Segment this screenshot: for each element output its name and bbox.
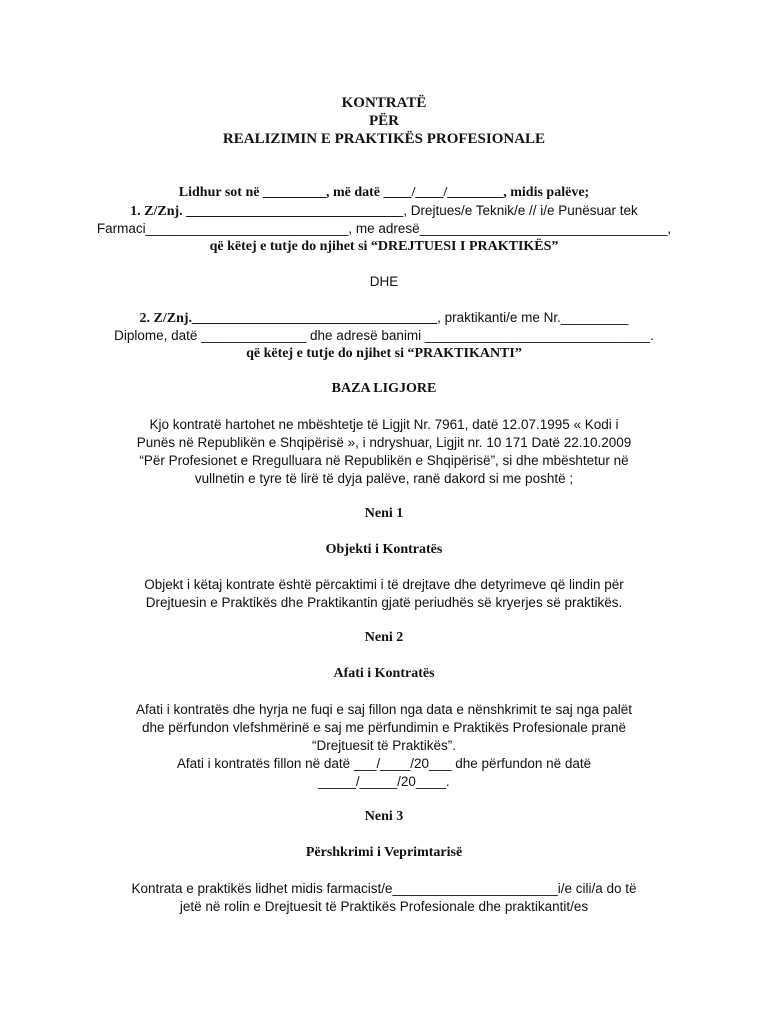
article-2-title: Afati i Kontratës [333, 666, 435, 681]
title-line-3: REALIZIMIN E PRAKTIKËS PROFESIONALE [222, 131, 546, 147]
article-2-number: Neni 2 [364, 630, 404, 645]
article-2-line: “Drejtuesit të Praktikës”. [311, 738, 457, 753]
party-2-designation: që këtej e tutje do njihet si “PRAKTIKANTI” [246, 346, 522, 361]
party-1-line [0, 202, 768, 221]
legal-basis-heading: BAZA LIGJORE [331, 381, 437, 396]
article-1-line: Drejtuesin e Praktikës dhe Praktikantin gjatë periudhës së kryerjes së praktikës. [145, 595, 623, 610]
article-2-line: _____/_____/20____. [318, 774, 450, 789]
party-2-line [0, 309, 768, 328]
title-line-1: KONTRATË [341, 95, 427, 111]
title-line-2: PËR [369, 113, 399, 129]
party-1-designation: që këtej e tutje do njihet si “DREJTUESI I PRAKTIKËS” [209, 239, 559, 254]
legal-basis-line: Punës në Republikën e Shqipërisë », i ndryshuar, Ligjit nr. 10 171 Datë 22.10.2009 [136, 435, 632, 450]
party-2-role-text: , praktikanti/e me Nr._________ [437, 310, 629, 325]
article-3-title: Përshkrimi i Veprimtarisë [305, 845, 463, 860]
party-1-label: 1. Z/Znj. _______________________________ [130, 204, 404, 219]
article-2-line: Afati i kontratës fillon në datë ___/____/20___ dhe përfundon në datë [176, 756, 592, 771]
legal-basis-line: “Për Profesionet e Rregulluara në Republikën e Shqipërisë”, si dhe mbështetur në [139, 453, 629, 468]
article-1-title: Objekti i Kontratës [325, 542, 443, 557]
signing-intro: Lidhur sot në _________, më datë ____/____/________, midis palëve; [178, 185, 590, 200]
article-3-line: Kontrata e praktikës lidhet midis farmacist/e______________________i/e cili/a do të [131, 881, 637, 896]
article-3-number: Neni 3 [364, 809, 404, 824]
legal-basis-line: vullnetin e tyre të lirë të dyja palëve, ranë dakord si me poshtë ; [194, 471, 574, 486]
party-1-role-text: , Drejtues/e Teknik/e // i/e Punësuar tek [403, 203, 638, 218]
legal-basis-line: Kjo kontratë hartohet ne mbështetje të Ligjit Nr. 7961, datë 12.07.1995 « Kodi i [149, 417, 619, 432]
article-2-line: dhe përfundon vlefshmërinë e saj me përfundimin e Praktikës Profesionale pranë [141, 720, 627, 735]
article-1-line: Objekt i këtaj kontrate është përcaktimi i të drejtave dhe detyrimeve që lindin për [144, 577, 624, 592]
party-2-label: 2. Z/Znj.___________________________________ [139, 311, 438, 326]
article-1-number: Neni 1 [364, 506, 404, 521]
party-1-pharmacy-line: Farmaci___________________________, me adresë_________________________________, [96, 221, 672, 236]
article-3-line: jetë në rolin e Drejtuesit të Praktikës Profesionale dhe praktikantit/es [179, 899, 589, 914]
and-separator: DHE [369, 274, 399, 289]
article-2-line: Afati i kontratës dhe hyrja ne fuqi e saj fillon nga data e nënshkrimit te saj nga palët [135, 702, 633, 717]
party-2-diploma-line: Diplome, datë ______________ dhe adresë banimi ______________________________. [114, 328, 654, 343]
